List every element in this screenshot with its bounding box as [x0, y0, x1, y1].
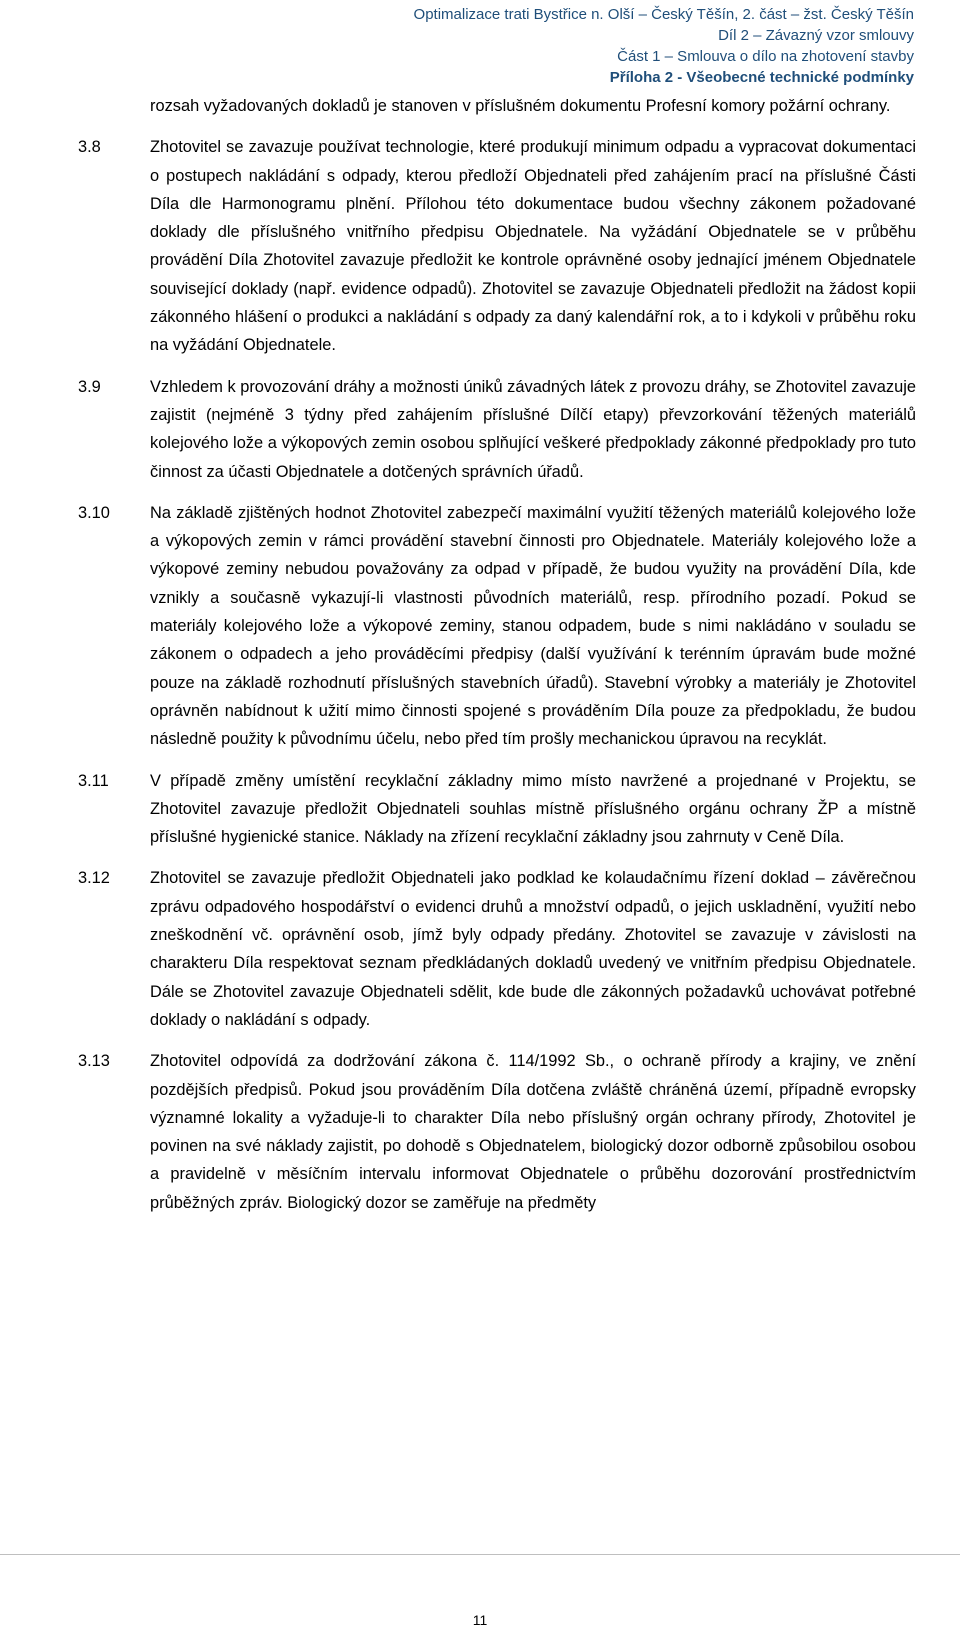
- section-3-12: [78, 864, 916, 1034]
- section-3-9: [78, 373, 916, 486]
- section-number: 3.11: [78, 771, 109, 790]
- page-header: [414, 4, 914, 88]
- section-3-8: [78, 133, 916, 359]
- section-3-13: [78, 1047, 916, 1217]
- footer-divider: [0, 1554, 960, 1555]
- section-number: 3.9: [78, 377, 101, 396]
- section-text: Vzhledem k provozování dráhy a možnosti úniků závadných látek z provozu dráhy, se Zhotovitel zavazuje zajistit (nejméně 3 týdny před zahájením příslušné Dílčí etapy) převzorkování těžených materiálů kolejového lože a výkopových zemin osobou splňující veškeré předpoklady zákonné předpoklady pro tuto činnost za účasti Objednatele a dotčených správních úřadů.: [150, 377, 916, 481]
- section-text: V případě změny umístění recyklační základny mimo místo navržené a projednané v Projektu, se Zhotovitel zavazuje předložit Objednateli souhlas místně příslušného orgánu ochrany ŽP a místně příslušné hygienické stanice. Náklady na zřízení recyklační základny jsou zahrnuty v Ceně Díla.: [150, 771, 916, 847]
- section-3-11: [78, 767, 916, 852]
- header-volume: Díl 2 – Závazný vzor smlouvy: [718, 27, 914, 44]
- section-number: 3.13: [78, 1052, 110, 1071]
- header-annex: Příloha 2 - Všeobecné technické podmínky: [609, 69, 914, 86]
- header-part: Část 1 – Smlouva o dílo na zhotovení stavby: [617, 48, 914, 65]
- section-text: Zhotovitel se zavazuje používat technologie, které produkují minimum odpadu a vypracovat dokumentaci o postupech nakládání s odpady, kterou předloží Objednateli před zahájením prací na příslušné Části Díla dle Harmonogramu plnění. Přílohou této dokumentace budou všechny zákonem požadované doklady dle příslušného vnitřního předpisu Objednatele. Na vyžádání Objednatele se v průběhu provádění Díla Zhotovitel zavazuje předložit ke kontrole oprávněné osoby jednající jménem Objednatele související doklady (např. evidence odpadů). Zhotovitel se zavazuje Objednateli předložit na žádost kopii zákonného hlášení o produkci a nakládání s odpady za daný kalendářní rok, a to i kdykoli v průběhu roku na vyžádání Objednatele.: [150, 138, 916, 355]
- section-number: 3.8: [78, 138, 101, 157]
- intro-paragraph: rozsah vyžadovaných dokladů je stanoven v příslušném dokumentu Profesní komory požární ochrany.: [150, 97, 891, 115]
- section-text: Na základě zjištěných hodnot Zhotovitel zabezpečí maximální využití těžených materiálů kolejového lože a výkopových zemin v rámci provádění stavební činnosti pro Objednatele. Materiály kolejového lože a výkopové zeminy nebudou považovány za odpad v případě, že budou využity na provádění Díla, kde vznikly a současně vykazují-li vlastnosti původních materiálů, resp. přírodního pozadí. Pokud se materiály kolejového lože a výkopové zeminy, stanou odpadem, bude s nimi nakládáno v souladu se zákonem o odpadech a jeho prováděcími předpisy (další využívání k terénním úpravám bude možné pouze na základě rozhodnutí příslušných stavebních úřadů). Stavební výrobky a materiály je Zhotovitel oprávněn nabídnout k užití mimo činnosti spojené s prováděním Díla pouze za předpokladu, že budou následně použity k původnímu účelu, nebo před tím prošly mechanickou úpravou na recyklát.: [150, 503, 916, 749]
- section-text: Zhotovitel odpovídá za dodržování zákona č. 114/1992 Sb., o ochraně přírody a krajiny, ve znění pozdějších předpisů. Pokud jsou prováděním Díla dotčena zvláště chráněná území, případně evropsky významné lokality a vyžaduje-li to charakter Díla nebo příslušný orgán ochrany přírody, Zhotovitel je povinen na své náklady zajistit, po dohodě s Objednatelem, biologický dozor odborně způsobilou osobou a pravidelně v měsíčním intervalu informovat Objednatele o průběhu dozorování prostřednictvím průběžných zpráv. Biologický dozor se zaměřuje na předměty: [150, 1052, 916, 1212]
- section-text: Zhotovitel se zavazuje předložit Objednateli jako podklad ke kolaudačnímu řízení doklad – závěrečnou zprávu odpadového hospodářství o evidenci druhů a množství odpadů, o jejich uskladnění, využití nebo zneškodnění vč. oprávnění osob, jímž byly odpady předány. Zhotovitel se zavazuje v závislosti na charakteru Díla respektovat seznam předkládaných dokladů uvedený ve vnitřním předpisu Objednatele. Dále se Zhotovitel zavazuje Objednateli sdělit, kde bude dle zákonných požadavků uchovávat potřebné doklady o nakládání s odpady.: [150, 869, 916, 1029]
- section-3-10: [78, 499, 916, 754]
- page-number: 11: [472, 1612, 488, 1628]
- section-number: 3.10: [78, 503, 110, 522]
- header-project-title: Optimalizace trati Bystřice n. Olší – Český Těšín, 2. část – žst. Český Těšín: [413, 6, 914, 23]
- section-number: 3.12: [78, 869, 110, 888]
- document-body: [78, 92, 916, 1217]
